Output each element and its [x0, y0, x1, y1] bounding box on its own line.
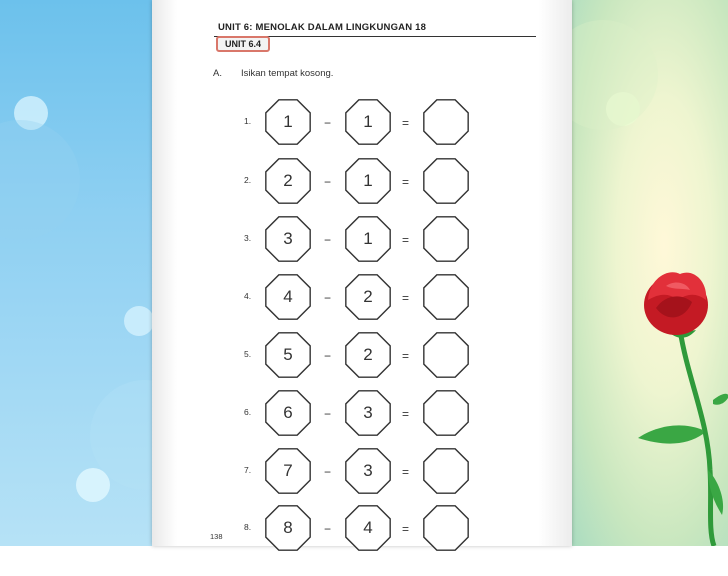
- answer-box-value: [420, 502, 472, 554]
- equals-sign: =: [402, 175, 410, 189]
- subtrahend-box-value: 3: [363, 403, 373, 422]
- subtrahend-box-value: 2: [363, 287, 373, 306]
- answer-box[interactable]: [420, 445, 472, 497]
- minuend-box: [262, 155, 314, 207]
- worksheet-page: [152, 0, 572, 546]
- answer-box-value: [420, 329, 472, 381]
- subtrahend-box: [342, 213, 394, 265]
- minuend-box: [262, 271, 314, 323]
- minuend-box: [262, 502, 314, 554]
- subtrahend-box: [342, 502, 394, 554]
- answer-box[interactable]: [420, 213, 472, 265]
- answer-box-value: [420, 387, 472, 439]
- equals-sign: =: [402, 291, 410, 305]
- minuend-box: [262, 445, 314, 497]
- question-number: 8.: [244, 522, 252, 532]
- question-number: 2.: [244, 175, 252, 185]
- subtrahend-box: [342, 387, 394, 439]
- minuend-box-value: 6: [283, 403, 293, 422]
- subtrahend-box: [342, 271, 394, 323]
- equals-sign: =: [402, 465, 410, 479]
- minuend-box-value: 1: [283, 112, 293, 131]
- equals-sign: =: [402, 407, 410, 421]
- equals-sign: =: [402, 349, 410, 363]
- answer-box-value: [420, 271, 472, 323]
- subtrahend-box: [342, 329, 394, 381]
- subtrahend-box-value: 1: [363, 229, 373, 248]
- minuend-box: [262, 96, 314, 148]
- minus-sign: −: [324, 116, 332, 130]
- subtrahend-box-value: 2: [363, 345, 373, 364]
- right-background: [568, 0, 728, 546]
- answer-box-value: [420, 445, 472, 497]
- minuend-box: [262, 213, 314, 265]
- minuend-box: [262, 329, 314, 381]
- minuend-box-value: 7: [283, 461, 293, 480]
- unit-title: UNIT 6: MENOLAK DALAM LINGKUNGAN 18: [218, 22, 427, 33]
- question-number: 1.: [244, 116, 252, 126]
- subtrahend-box: [342, 96, 394, 148]
- page-number: 138: [210, 532, 223, 541]
- minuend-box-value: 4: [283, 287, 293, 306]
- answer-box[interactable]: [420, 271, 472, 323]
- minus-sign: −: [324, 233, 332, 247]
- minus-sign: −: [324, 349, 332, 363]
- unit-badge: UNIT 6.4: [216, 36, 270, 52]
- question-number: 6.: [244, 407, 252, 417]
- answer-box-value: [420, 96, 472, 148]
- answer-box[interactable]: [420, 502, 472, 554]
- rose-icon: [568, 0, 728, 546]
- answer-box-value: [420, 155, 472, 207]
- subtrahend-box-value: 1: [363, 171, 373, 190]
- subtrahend-box: [342, 155, 394, 207]
- minus-sign: −: [324, 291, 332, 305]
- minuend-box-value: 5: [283, 345, 293, 364]
- answer-box-value: [420, 213, 472, 265]
- answer-box[interactable]: [420, 387, 472, 439]
- answer-box[interactable]: [420, 329, 472, 381]
- question-number: 5.: [244, 349, 252, 359]
- bubble-decoration: [124, 306, 154, 336]
- equals-sign: =: [402, 233, 410, 247]
- section-letter: A.: [213, 68, 222, 79]
- question-number: 3.: [244, 233, 252, 243]
- question-row: [152, 518, 572, 576]
- minus-sign: −: [324, 522, 332, 536]
- subtrahend-box-value: 4: [363, 518, 373, 537]
- bubble-decoration: [0, 120, 80, 240]
- subtrahend-box: [342, 445, 394, 497]
- minus-sign: −: [324, 465, 332, 479]
- answer-box[interactable]: [420, 96, 472, 148]
- equals-sign: =: [402, 522, 410, 536]
- minuend-box: [262, 387, 314, 439]
- question-number: 4.: [244, 291, 252, 301]
- subtrahend-box-value: 3: [363, 461, 373, 480]
- minuend-box-value: 8: [283, 518, 293, 537]
- answer-box[interactable]: [420, 155, 472, 207]
- instruction-text: Isikan tempat kosong.: [241, 68, 334, 79]
- minuend-box-value: 3: [283, 229, 293, 248]
- question-number: 7.: [244, 465, 252, 475]
- equals-sign: =: [402, 116, 410, 130]
- minuend-box-value: 2: [283, 171, 293, 190]
- minus-sign: −: [324, 407, 332, 421]
- left-background: [0, 0, 160, 546]
- subtrahend-box-value: 1: [363, 112, 373, 131]
- minus-sign: −: [324, 175, 332, 189]
